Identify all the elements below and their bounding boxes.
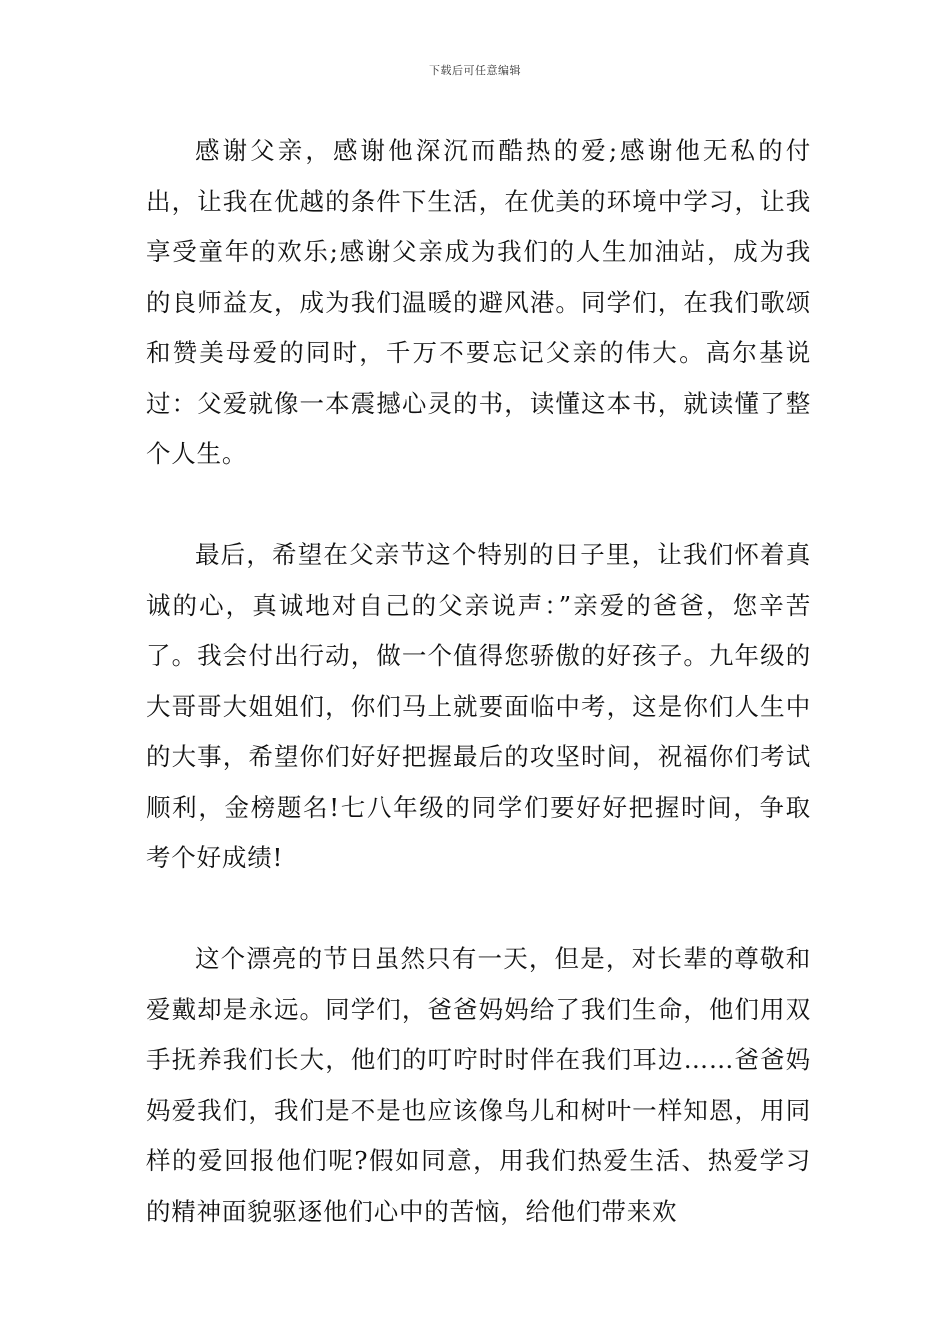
paragraph-thanks-father: 感谢父亲，感谢他深沉而酷热的爱;感谢他无私的付出，让我在优越的条件下生活，在优美的环境中学习，让我享受童年的欢乐;感谢父亲成为我们的人生加油站，成为我的良师益友，成为我们温暖的避风港。同学们，在我们歌颂和赞美母爱的同时，千万不要忘记父亲的伟大。高尔基说过：父爱就像一本震撼心灵的书，读懂这本书，就读懂了整个人生。 <box>146 136 811 468</box>
paragraph-fathers-day-wish: 最后，希望在父亲节这个特别的日子里，让我们怀着真诚的心，真诚地对自己的父亲说声：”亲爱的爸爸，您辛苦了。我会付出行动，做一个值得您骄傲的好孩子。九年级的大哥哥大姐姐们，你们马上就要面临中考，这是你们人生中的大事，希望你们好好把握最后的攻坚时间，祝福你们考试顺利，金榜题名!七八年级的同学们要好好把握时间，争取考个好成绩! <box>146 540 811 872</box>
page-header-note: 下载后可任意编辑 <box>429 64 521 77</box>
paragraph-respect-elders: 这个漂亮的节日虽然只有一天，但是，对长辈的尊敬和爱戴却是永远。同学们，爸爸妈妈给了我们生命，他们用双手抚养我们长大，他们的叮咛时时伴在我们耳边……爸爸妈妈爱我们，我们是不是也应该像鸟儿和树叶一样知恩，用同样的爱回报他们呢?假如同意，用我们热爱生活、热爱学习的精神面貌驱逐他们心中的苦恼，给他们带来欢 <box>146 944 811 1226</box>
paragraph-spacer <box>146 884 811 935</box>
paragraph-spacer <box>146 480 811 531</box>
document-body <box>146 126 811 1237</box>
